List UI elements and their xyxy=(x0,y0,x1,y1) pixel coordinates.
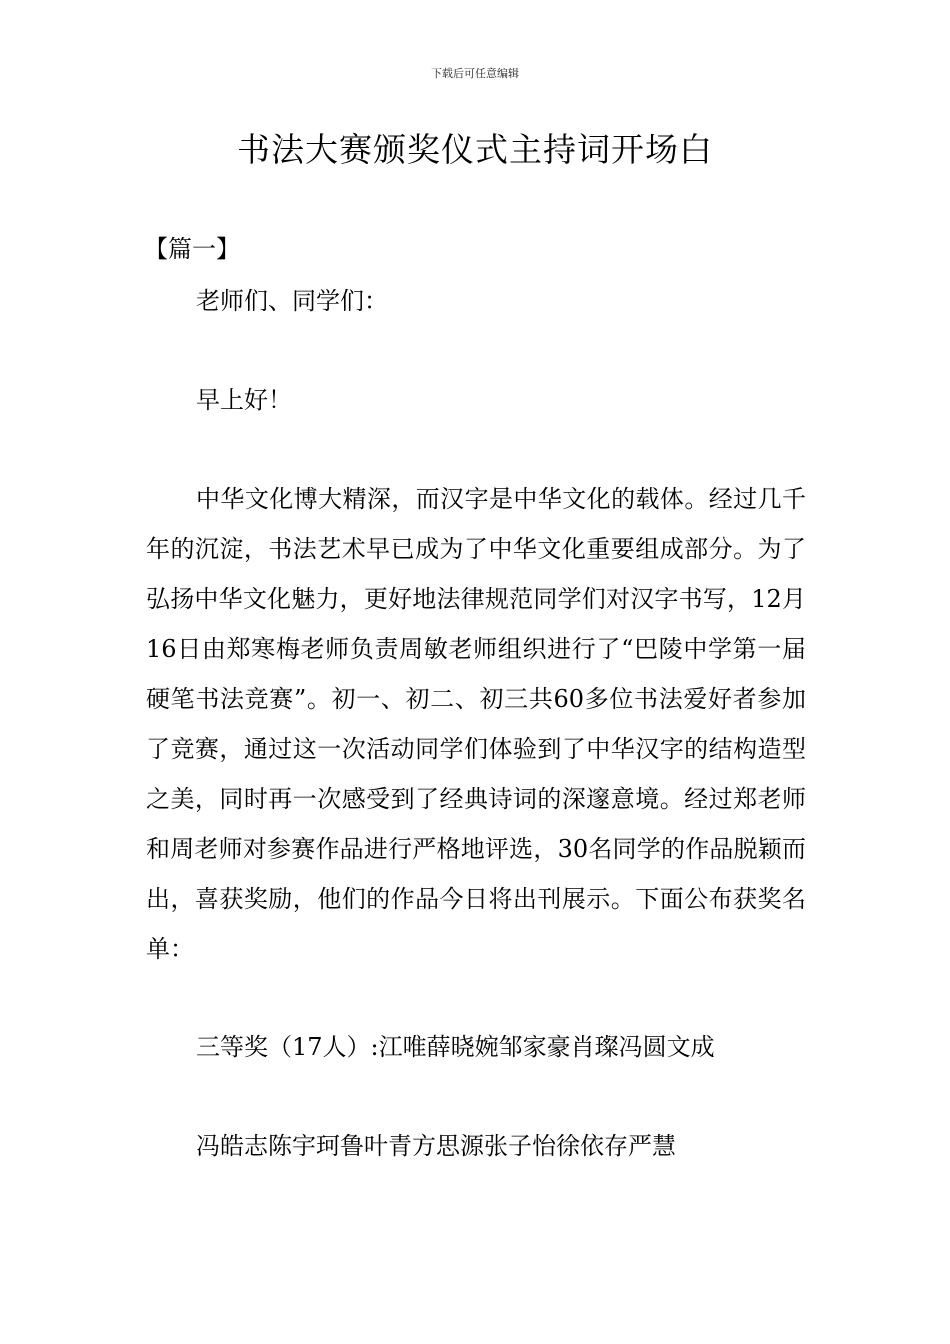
document-title: 书法大赛颁奖仪式主持词开场白 xyxy=(237,130,713,169)
morning-greeting-paragraph: 早上好！ xyxy=(196,386,292,414)
third-prize-line-1: 三等奖（17人）:江唯薛晓婉邹家豪肖璨冯圆文成 xyxy=(196,1033,715,1061)
body-paragraph: 中华文化博大精深，而汉字是中华文化的载体。经过几千年的沉淀，书法艺术早已成为了中华文化重要组成部分。为了弘扬中华文化魅力，更好地法律规范同学们对汉字书写，12月16日由郑寒梅老师负责周敏老师组织进行了“巴陵中学第一届硬笔书法竞赛”。初一、初二、初三共60多位书法爱好者参加了竞赛，通过这一次活动同学们体验到了中华汉字的结构造型之美，同时再一次感受到了经典诗词的深邃意境。经过郑老师和周老师对参赛作品进行严格地评选，30名同学的作品脱颖而出，喜获奖励，他们的作品今日将出刊展示。下面公布获奖名单： xyxy=(146,485,806,963)
greeting-paragraph: 老师们、同学们： xyxy=(196,287,388,315)
section-label: 【篇一】 xyxy=(144,235,240,263)
header-note: 下载后可任意编辑 xyxy=(431,67,519,80)
third-prize-line-2: 冯皓志陈宇珂鲁叶青方思源张子怡徐依存严慧 xyxy=(196,1132,676,1160)
